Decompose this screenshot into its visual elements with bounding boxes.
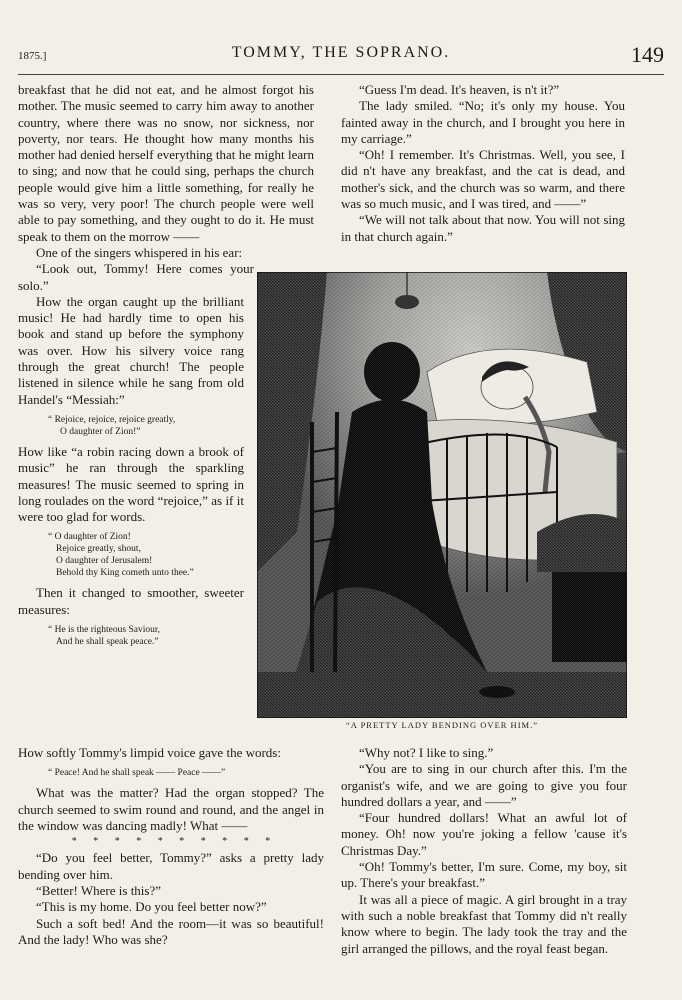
verse-line: “ Rejoice, rejoice, rejoice greatly, <box>48 414 176 425</box>
right-lower-column <box>341 745 627 957</box>
verse-line: O daughter of Jerusalem! <box>56 556 153 567</box>
illustration-art <box>257 272 627 718</box>
verse-line: Rejoice greatly, shout, <box>56 544 141 555</box>
verse-line: “ O daughter of Zion! <box>48 532 131 543</box>
illustration-caption: “A PRETTY LADY BENDING OVER HIM.” <box>346 720 538 730</box>
paragraph: How like “a robin racing down a brook of music” he ran through the sparkling measures! The music seemed to spring in long roulades on the word “rejoice,” as if it were too glad for words. <box>18 443 244 525</box>
paragraph: Such a soft bed! And the room—it was so beautiful! And the lady! Who was she? <box>18 915 324 947</box>
paragraph: It was all a piece of magic. A girl brought in a tray with such a noble breakfast that Tommy did n't really know where to begin. The lady took the tray and the girl arranged the pillows, and the royal feast began. <box>341 891 627 956</box>
engraving-illustration <box>257 272 627 718</box>
header-year: 1875.] <box>18 50 47 62</box>
paragraph: How softly Tommy's limpid voice gave the words: <box>18 745 281 760</box>
paragraph: “Guess I'm dead. It's heaven, is n't it?” <box>359 82 560 97</box>
paragraph: breakfast that he did not eat, and he almost forgot his mother. The music seemed to carry him away to another country, where there was no snow, nor sickness, nor poverty, nor tears. He thought how many months his mother had denied herself everything that he might learn to sing; and now that he could sing, perhaps the church people would give him a little something, for really he was so very, very poor! The church people were well able to pay something, and they ought to do it. He must speak to them on the morrow —— <box>18 82 314 244</box>
running-header <box>18 44 664 70</box>
paragraph: What was the matter? Had the organ stopped? The church seemed to swim round and round, and the angel in the window was dancing madly! What —— <box>18 785 324 833</box>
paragraph: Then it changed to smoother, sweeter measures: <box>18 585 244 617</box>
header-title: TOMMY, THE SOPRANO. <box>231 44 451 61</box>
paragraph: One of the singers whispered in his ear: <box>36 244 243 260</box>
verse-line: Behold thy King cometh unto thee.” <box>56 568 194 579</box>
paragraph: “This is my home. Do you feel better now?” <box>36 899 267 915</box>
verse-line: And he shall speak peace.” <box>56 637 159 648</box>
paragraph: How the organ caught up the brilliant music! He had hardly time to open his book and stand up before the symphony was over. How his silvery voice rang through the great church! The people listened in silence while he sang from old Handel's “Messiah:” <box>18 293 244 407</box>
paragraph: “Better! Where is this?” <box>36 883 162 899</box>
paragraph: “Look out, Tommy! Here comes your solo.” <box>18 261 254 293</box>
right-column <box>341 82 625 245</box>
paragraph: “Oh! Tommy's better, I'm sure. Come, my boy, sit up. There's your breakfast.” <box>341 859 627 891</box>
verse-line: O daughter of Zion!” <box>60 426 141 437</box>
verse-line: “ He is the righteous Saviour, <box>48 625 161 636</box>
paragraph: “Four hundred dollars! What an awful lot of money. Oh! now you're joking a fellow 'cause it's Christmas Day.” <box>341 810 627 858</box>
paragraph: “Do you feel better, Tommy?” asks a pretty lady bending over him. <box>18 850 324 882</box>
paragraph: “You are to sing in our church after this. I'm the organist's wife, and we are going to give you four hundred dollars a year, and ——” <box>341 761 627 809</box>
verse-line: “ Peace! And he shall speak —— Peace ——” <box>48 768 226 779</box>
paragraph: “Oh! I remember. It's Christmas. Well, you see, I did n't have any breakfast, and the cat is dead, and mother's sick, and the church was so warm, and there was so much music, and I was tired, and ——” <box>341 147 625 212</box>
paragraph: “Why not? I like to sing.” <box>359 745 494 760</box>
section-stars: * * * * * * * * * * <box>71 836 271 848</box>
page-number: 149 <box>631 42 664 67</box>
left-lower-column <box>18 745 324 948</box>
header-rule <box>18 74 664 75</box>
paragraph: The lady smiled. “No; it's only my house. You fainted away in the church, and I brought you here in my carriage.” <box>341 98 625 146</box>
paragraph: “We will not talk about that now. You will not sing in that church again.” <box>341 212 625 244</box>
